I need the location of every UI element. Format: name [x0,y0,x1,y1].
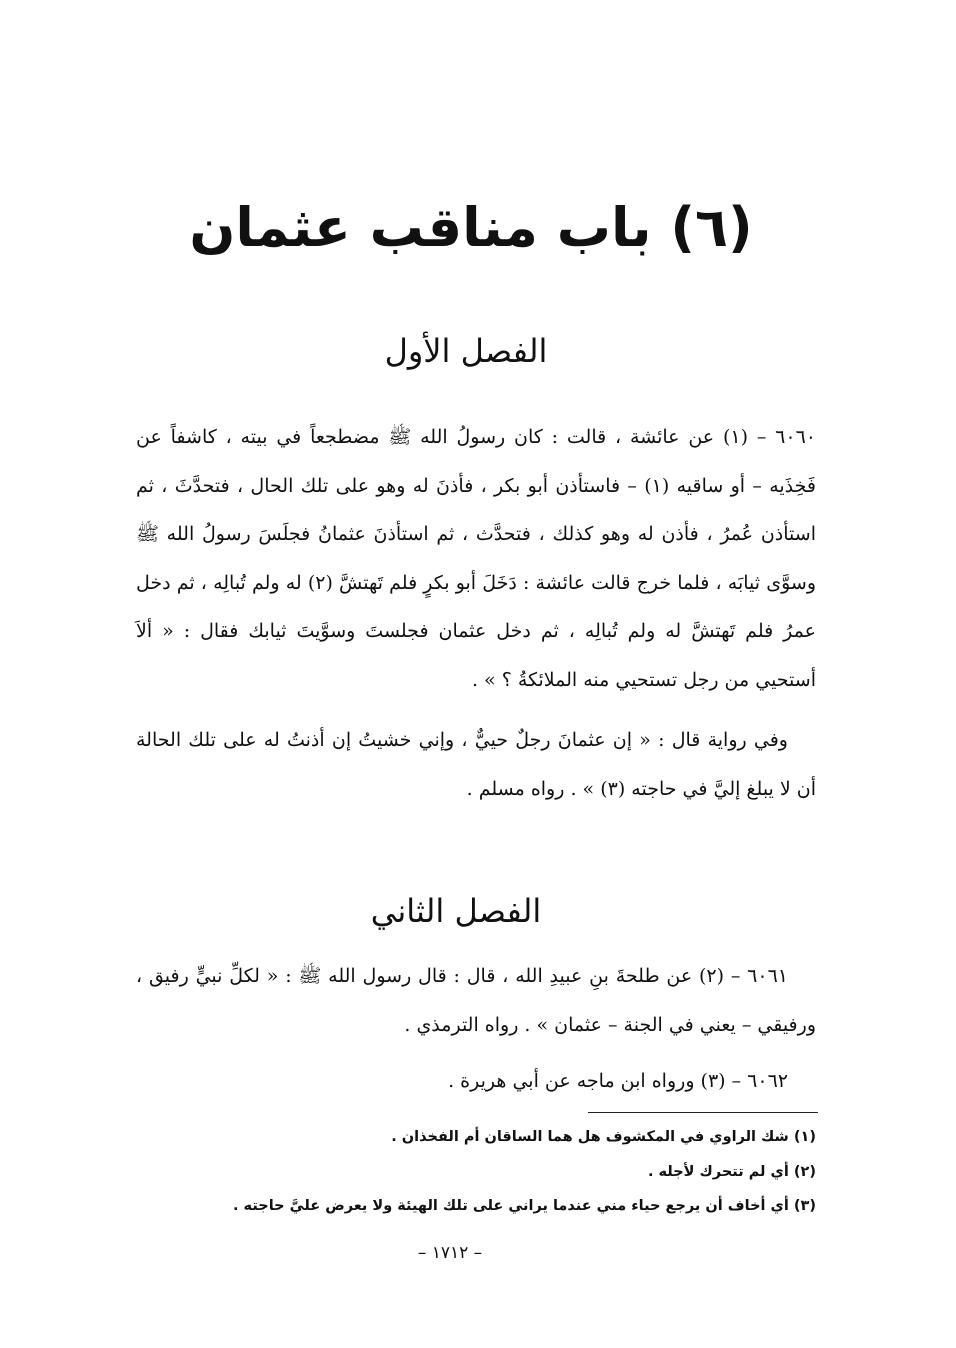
page-number: – ١٧١٢ – [417,1243,483,1263]
hadith-6062-text: ٦٠٦٢ – (٣) ورواه ابن ماجه عن أبي هريرة . [448,1070,788,1092]
section-title-second: الفصل الثاني [370,892,542,930]
hadith-6060-variant: وفي رواية قال : « إن عثمانَ رجلٌ حييٌّ ، وإني خشيتُ إن أذنتُ له على تلك الحالة أن لا يبلغ إليَّ في حاجته (٣) » . رواه مسلم . [136,729,816,800]
section-title-first: الفصل الأول [384,332,548,370]
footnotes [136,1120,816,1224]
hadith-6060-text: ٦٠٦٠ – (١) عن عائشة ، قالت : كان رسولُ الله ﷺ مضطجعاً في بيته ، كاشفاً عن فَخِذَيه – أو ساقيه (١) – فاستأذن أبو بكر ، فأذنَ له وهو على تلك الحال ، فتحدَّثَ ، ثم استأذن عُمرُ ، فأذن له وهو كذلك ، فتحدَّث ، ثم استأذنَ عثمانُ فجلَسَ رسولُ الله ﷺ وسوَّى ثيابَه ، فلما خرج قالت عائشة : دَخَلَ أبو بكرٍ فلم تَهتشَّ (٢) له ولم تُبالِه ، ثم دخل عمرُ فلم تَهتشَّ له ولم تُبالِه ، ثم دخل عثمان فجلستَ وسوَّيتَ ثيابك فقال : « ألاَ أستحيي من رجل تستحيي منه الملائكةُ ؟ » . [136,426,816,691]
footnote-2: (٢) أي لم تتحرك لأجله . [647,1163,816,1180]
footnote-divider [588,1112,818,1113]
footnote-3: (٣) أي أخاف أن يرجع حياء مني عندما يراني على تلك الهيئة ولا يعرض عليَّ حاجته . [233,1198,816,1214]
hadith-6061-text: ٦٠٦١ – (٢) عن طلحةَ بنِ عبيدِ الله ، قال : قال رسول الله ﷺ : « لكلِّ نبيٍّ رفيق ، ورفيقي – يعني في الجنة – عثمان » . رواه الترمذي . [136,965,816,1036]
footnote-1: (١) شك الراوي في المكشوف هل هما الساقان أم الفخذان . [391,1129,816,1145]
chapter-title: (٦) باب مناقب عثمان [189,196,753,259]
